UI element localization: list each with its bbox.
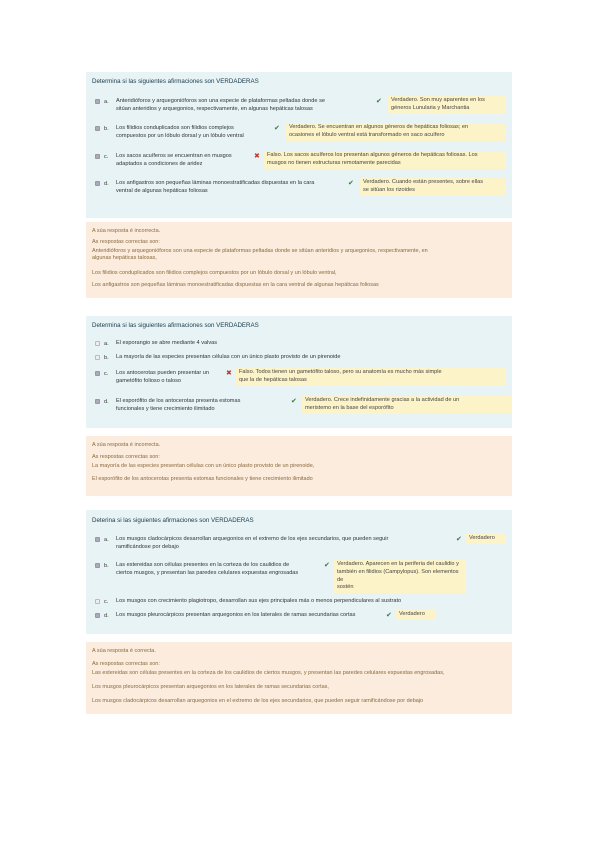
question-2-prompt: Determina si las siguientes afirmaciones son VERDADERAS <box>92 322 259 329</box>
feedback: Verdadero <box>396 610 436 620</box>
feedback: Falso. Todos tienen un gametófito taloso, pero su anatomía es mucho más simple que la de hepáticas talosas <box>236 368 506 386</box>
check-icon: ✔ <box>324 562 330 569</box>
result-status: A súa resposta é correcta. <box>92 648 156 654</box>
checkbox[interactable] <box>95 613 100 618</box>
option-text: Los musgos cladocárpicos desarrollan arquegonios en el extremo de los ejes secundarios, que pueden seguir ramificándose por debajo <box>116 536 389 550</box>
option-text: Los filidios conduplicados son filidios complejos compuestos por un lóbulo dorsal y un lóbulo ventral <box>116 125 244 139</box>
option-letter: b. <box>104 355 109 361</box>
checkbox[interactable] <box>95 371 100 376</box>
option-letter: a. <box>104 341 109 347</box>
correct-answer: La mayoría de las especies presentan células con un único plasto provisto de un pirenoide, <box>92 463 315 469</box>
result-status: A súa resposta é incorrecta. <box>92 442 161 448</box>
checkbox[interactable] <box>95 154 100 159</box>
feedback: Verdadero. Crece indefinidamente gracias a la actividad de un meristemo en la base del esporófito <box>302 396 512 414</box>
checkbox[interactable] <box>95 181 100 186</box>
question-1-prompt: Determina si las siguientes afirmaciones son VERDADERAS <box>92 78 259 85</box>
correct-answer: Anteridióforos y arquegonióforos son una especie de plataformas peltadas donde se sitúan anteridios y arquegonios, respectivamente, en algunas hepáticas talosas, <box>92 248 428 262</box>
checkbox[interactable] <box>95 341 100 346</box>
question-1 <box>86 72 512 218</box>
option-text: Las estereidas son células presentes en la corteza de los caulidios de ciertos musgos, y presentan las paredes celulares expuestas engrosadas <box>116 562 299 576</box>
check-icon: ✔ <box>274 125 280 132</box>
option-letter: a. <box>104 99 109 105</box>
checkbox[interactable] <box>95 99 100 104</box>
option-text: La mayoría de las especies presentan células con un único plasto provisto de un pirenoide <box>116 354 341 360</box>
option-letter: b. <box>104 563 109 569</box>
result-3 <box>86 642 512 714</box>
correct-answer: Los musgos cladocárpicos desarrollan arquegonios en el extremo de los ejes secundarios, que pueden seguir ramificándose por debajo <box>92 698 424 704</box>
feedback: Verdadero. Aparecen en la periferia del caulidio y también en filidios (Campylopus). Son elementos de sostén <box>334 560 466 593</box>
question-2 <box>86 316 512 428</box>
result-1 <box>86 222 512 298</box>
option-letter: c. <box>104 371 109 377</box>
feedback: Verdadero <box>466 534 506 544</box>
question-3 <box>86 510 512 634</box>
correct-answer: El esporófito de los antocerotas presenta estomas funcionales y tiene crecimiento ilimitado <box>92 476 313 482</box>
option-text: Los musgos con crecimiento plagiotropo, desarrollan sus ejes principales más o menos perpendiculares al sustrato <box>116 598 402 604</box>
correct-answer: Los anfigastros son pequeñas láminas monoestratificadas dispuestas en la cara ventral de algunas hepáticas foliosas <box>92 282 379 288</box>
result-heading: As respostas correctas son: <box>92 661 160 667</box>
result-2 <box>86 436 512 496</box>
correct-answer: Las estereidas son células presentes en la corteza de los caulidios de ciertos musgos, y presentan las paredes celulares expuestas engrosadas, <box>92 670 445 676</box>
question-3-prompt: Deterina si las siguientes afirmaciones son VERDADERAS <box>92 517 254 524</box>
option-letter: a. <box>104 537 109 543</box>
option-letter: b. <box>104 126 109 132</box>
checkbox[interactable] <box>95 563 100 568</box>
correct-answer: Los musgos pleurocárpicos presentan arquegonios en los laterales de ramas secundarias cortas, <box>92 684 329 690</box>
cross-icon: ✖ <box>254 153 260 160</box>
option-letter: c. <box>104 154 109 160</box>
feedback: Verdadero. Cuando están presentes, sobre ellas se sitúan los rizoides <box>360 178 506 196</box>
correct-answer: Los filidios conduplicados son filidios complejos compuestos por un lóbulo dorsal y un lóbulo ventral, <box>92 270 337 276</box>
checkbox[interactable] <box>95 126 100 131</box>
option-letter: d. <box>104 181 109 187</box>
feedback: Falso. Los sacos acuíferos los presentan algunos géneros de hepáticas foliosas. Los musgos no tienen estructuras remotamente parecidas <box>264 151 506 169</box>
option-text: Los musgos pleurocárpicos presentan arquegonios en los laterales de ramas secundarias cortas <box>116 612 356 618</box>
option-letter: c. <box>104 599 109 605</box>
checkbox[interactable] <box>95 399 100 404</box>
feedback: Verdadero. Son muy aparentes en los géneros Lunularia y Marchantia <box>388 96 506 114</box>
check-icon: ✔ <box>376 98 382 105</box>
option-letter: d. <box>104 399 109 405</box>
option-text: Anteridióforos y arquegonióforos son una especie de plataformas peltadas donde se sitúan anteridios y arquegonios, respectivamente, en algunas hepáticas talosas <box>116 98 325 112</box>
check-icon: ✔ <box>291 398 297 405</box>
option-text: El esporófito de los antocerotas presenta estomas funcionales y tiene crecimiento ilimitado <box>116 398 241 412</box>
result-status: A súa resposta é incorrecta. <box>92 228 161 234</box>
option-text: Los sacos acuíferos se encuentran en musgos adaptados a condiciones de aridez <box>116 153 232 167</box>
result-heading: As respostas correctas son: <box>92 454 160 460</box>
check-icon: ✔ <box>386 612 392 619</box>
result-heading: As respostas correctas son: <box>92 239 160 245</box>
option-text: Los antocerotas pueden presentar un gametófito folioso o taloso <box>116 370 209 384</box>
cross-icon: ✖ <box>226 370 232 377</box>
check-icon: ✔ <box>348 180 354 187</box>
option-letter: d. <box>104 613 109 619</box>
check-icon: ✔ <box>456 536 462 543</box>
checkbox[interactable] <box>95 355 100 360</box>
checkbox[interactable] <box>95 599 100 604</box>
option-text: El esporangio se abre mediante 4 valvas <box>116 340 218 346</box>
checkbox[interactable] <box>95 537 100 542</box>
option-text: Los anfigastros son pequeñas láminas monoestratificadas dispuestas en la cara ventral de algunas hepáticas foliosas <box>116 180 315 194</box>
feedback: Verdadero. Se encuentran en algunos géneros de hepáticas foliosas; en ocasiones el lóbulo ventral está transformado en saco acuífero <box>286 123 506 141</box>
